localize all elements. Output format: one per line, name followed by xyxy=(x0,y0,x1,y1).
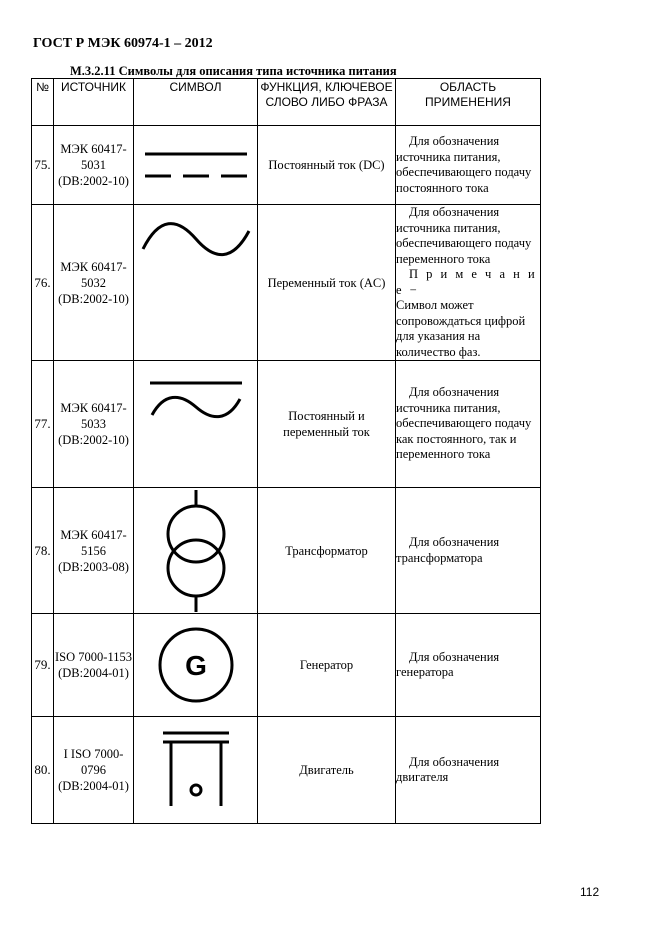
table-row xyxy=(32,488,541,614)
row-symbol xyxy=(134,488,258,614)
row-function: Переменный ток (AC) xyxy=(258,205,396,361)
row-number: 77. xyxy=(32,361,54,488)
engine-icon xyxy=(161,730,231,810)
table-row xyxy=(32,205,541,361)
row-function: Трансформатор xyxy=(258,488,396,614)
header-application: ОБЛАСТЬ ПРИМЕНЕНИЯ xyxy=(396,79,541,126)
note-label: П р и м е ч а н и е − xyxy=(396,267,538,297)
table-row xyxy=(32,717,541,824)
row-symbol xyxy=(134,717,258,824)
row-source: МЭК 60417-5031 (DB:2002-10) xyxy=(54,126,134,205)
row-function: Постоянный ток (DC) xyxy=(258,126,396,205)
direct-current-icon xyxy=(141,145,251,185)
row-source: МЭК 60417-5156 (DB:2003-08) xyxy=(54,488,134,614)
header-symbol: СИМВОЛ xyxy=(134,79,258,126)
transformer-icon xyxy=(161,490,231,612)
generator-letter: G xyxy=(184,650,207,681)
row-source: МЭК 60417-5033 (DB:2002-10) xyxy=(54,361,134,488)
note-text: Символ может сопровождаться цифрой для указания на количество фаз. xyxy=(396,298,526,359)
header-num: № xyxy=(32,79,54,126)
row-application: Для обозначения двигателя xyxy=(396,717,541,824)
header-function: ФУНКЦИЯ, КЛЮЧЕВОЕ СЛОВО ЛИБО ФРАЗА xyxy=(258,79,396,126)
row-number: 75. xyxy=(32,126,54,205)
row-symbol xyxy=(134,126,258,205)
row-function: Постоянный и переменный ток xyxy=(258,361,396,488)
row-application: Для обозначения источника питания, обеспечивающего подачу переменного тока П р и м е ч а н и е − Символ может сопровождаться цифрой для указания на количество фаз. xyxy=(396,205,541,361)
row-function: Генератор xyxy=(258,614,396,717)
row-source: I ISO 7000-0796 (DB:2004-01) xyxy=(54,717,134,824)
row-symbol xyxy=(134,205,258,361)
row-symbol xyxy=(134,614,258,717)
document-header: ГОСТ Р МЭК 60974-1 – 2012 xyxy=(33,36,213,51)
alternating-current-icon xyxy=(139,217,253,267)
generator-icon xyxy=(156,625,236,705)
row-function: Двигатель xyxy=(258,717,396,824)
row-number: 78. xyxy=(32,488,54,614)
row-application: Для обозначения источника питания, обеспечивающего подачу как постоянного, так и переменного тока xyxy=(396,361,541,488)
section-title: М.3.2.11 Символы для описания типа источника питания xyxy=(70,64,397,78)
table-row xyxy=(32,361,541,488)
row-source: МЭК 60417-5032 (DB:2002-10) xyxy=(54,205,134,361)
row-application: Для обозначения генератора xyxy=(396,614,541,717)
row-application: Для обозначения трансформатора xyxy=(396,488,541,614)
row-application: Для обозначения источника питания, обеспечивающего подачу постоянного тока xyxy=(396,126,541,205)
row-number: 80. xyxy=(32,717,54,824)
row-number: 79. xyxy=(32,614,54,717)
row-source: ISO 7000-1153 (DB:2004-01) xyxy=(54,614,134,717)
direct-and-alternating-current-icon xyxy=(146,379,246,429)
table-row xyxy=(32,126,541,205)
page-number: 112 xyxy=(580,885,600,899)
header-source: ИСТОЧНИК xyxy=(54,79,134,126)
table-row xyxy=(32,614,541,717)
table-header-row xyxy=(32,79,541,126)
symbols-table xyxy=(31,78,541,824)
row-symbol xyxy=(134,361,258,488)
row-number: 76. xyxy=(32,205,54,361)
